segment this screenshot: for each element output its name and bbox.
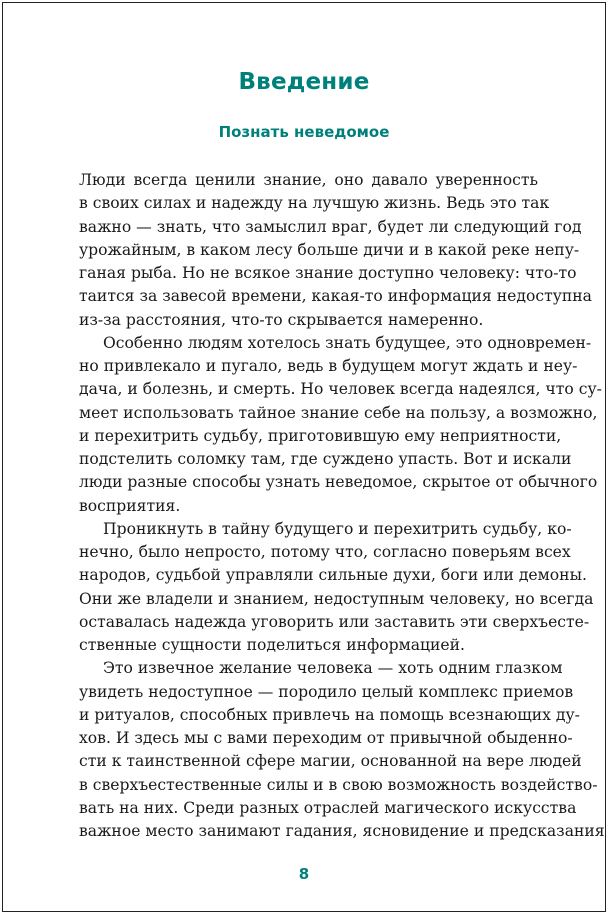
text-line: урожайным, в каком лесу больше дичи и в какой реке непу-	[79, 240, 580, 259]
text-line: таится за завесой времени, какая-то информация недоступна	[79, 287, 592, 306]
text-line: подстелить соломку там, где суждено упасть. Вот и искали	[79, 450, 572, 468]
text-line: ганая рыба. Но не всякое знание доступно человеку: что-то	[79, 264, 577, 282]
section-subtitle: Познать неведомое	[218, 123, 390, 141]
text-line: Это извечное желание человека — хоть одним глазком	[103, 659, 563, 678]
text-line: из-за расстояния, что-то скрывается намеренно.	[79, 310, 484, 329]
text-line: Они же владели и знанием, недоступным человеку, но всегда	[79, 589, 594, 608]
text-line: оставалась надежда уговорить или заставить эти сверхъесте-	[79, 612, 590, 631]
text-line: и перехитрить судьбу, приготовившую ему неприятности,	[79, 426, 562, 445]
text-line: Люди всегда ценили знание, оно давало уверенность	[79, 171, 538, 189]
body-text	[79, 169, 605, 843]
text-line: в сверхъестественные силы и в свою возможность воздейство-	[79, 775, 598, 794]
text-line: Проникнуть в тайну будущего и перехитрить судьбу, ко-	[103, 519, 572, 538]
text-line: ственные сущности поделиться информацией.	[79, 636, 465, 654]
text-line: вать на них. Среди разных отраслей магического искусства	[79, 798, 577, 817]
paragraph	[79, 332, 602, 518]
text-line: люди разные способы узнать неведомое, скрытое от обычного	[79, 473, 598, 492]
text-line: нечно, было непросто, потому что, согласно поверьям всех	[79, 543, 571, 561]
paragraph	[79, 657, 605, 843]
text-line: меет использовать тайное знание себе на пользу, а возможно,	[79, 403, 598, 422]
paragraph	[79, 518, 594, 658]
text-line: Особенно людям хотелось знать будущее, это одновремен-	[103, 333, 592, 352]
page-number: 8	[298, 865, 310, 883]
book-page	[2, 2, 606, 912]
chapter-title: Введение	[238, 69, 370, 95]
text-line: но привлекало и пугало, ведь в будущем могут ждать и неу-	[79, 357, 578, 375]
text-line: восприятия.	[79, 496, 181, 515]
text-line: дача, и болезнь, и смерть. Но человек всегда надеялся, что су-	[79, 380, 602, 399]
text-line: увидеть недоступное — породило целый комплекс приемов	[79, 682, 574, 701]
text-line: хов. И здесь мы с вами переходим от привычной обыденно-	[79, 729, 573, 747]
text-line: важное место занимают гадания, ясновидение и предсказания	[79, 822, 605, 840]
text-line: и ритуалов, способных привлечь на помощь всезнающих ду-	[79, 705, 580, 724]
text-line: народов, судьбой управляли сильные духи, боги или демоны.	[79, 566, 587, 585]
text-line: важно — знать, что замыслил враг, будет ли следующий год	[79, 217, 582, 236]
paragraph	[79, 169, 592, 332]
text-line: в своих силах и надежду на лучшую жизнь. Ведь это так	[79, 194, 550, 213]
text-line: сти к таинственной сфере магии, основанной на вере людей	[79, 752, 582, 771]
